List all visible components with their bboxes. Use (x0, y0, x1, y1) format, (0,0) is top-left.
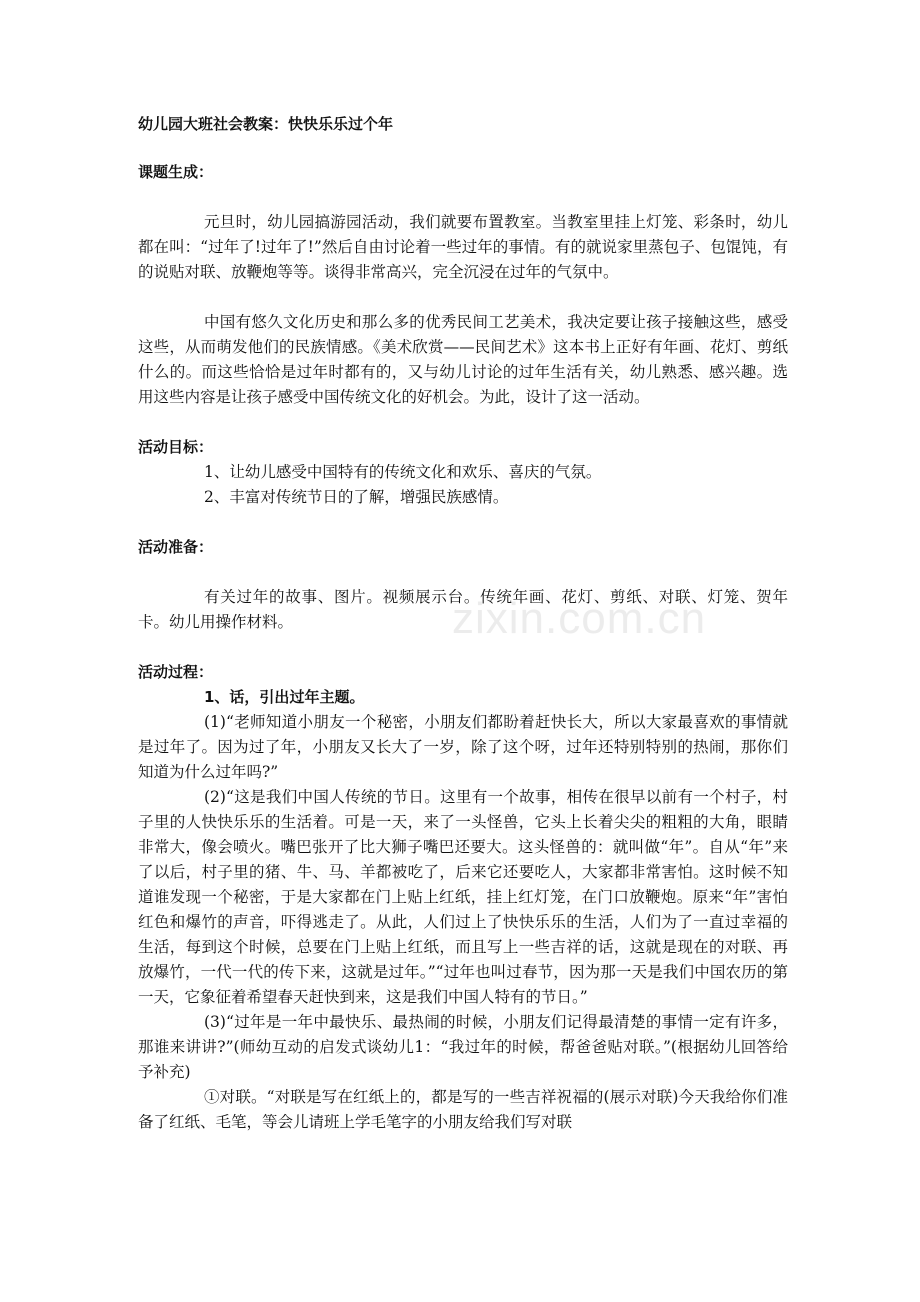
process-paragraph-1: (1)“老师知道小朋友一个秘密，小朋友们都盼着赶快长大，所以大家最喜欢的事情就是过年了。因为过了年，小朋友又长大了一岁，除了这个呀，过年还特别特别的热闹，那你们知道为什么过年吗?” (138, 713, 788, 781)
process-step-1: 1、话，引出过年主题。 (204, 688, 365, 706)
goals-heading: 活动目标： (138, 438, 214, 456)
process-paragraph-3: (3)“过年是一年中最快乐、最热闹的时候，小朋友们记得最清楚的事情一定有许多，那谁来讲讲?”(师幼互动的启发式谈幼儿1：“我过年的时候，帮爸爸贴对联。”(根据幼儿回答给予补充) (138, 1013, 788, 1081)
process-paragraph-4: ①对联。“对联是写在红纸上的，都是写的一些吉祥祝福的(展示对联)今天我给你们准备了红纸、毛笔，等会儿请班上学毛笔字的小朋友给我们写对联 (138, 1088, 788, 1131)
prep-paragraph: 有关过年的故事、图片。视频展示台。传统年画、花灯、剪纸、对联、灯笼、贺年卡。幼儿用操作材料。 (138, 588, 788, 631)
document-body (138, 112, 788, 1135)
process-heading: 活动过程： (138, 663, 214, 681)
topic-paragraph-1: 元旦时，幼儿园搞游园活动，我们就要布置教室。当教室里挂上灯笼、彩条时，幼儿都在叫：“过年了!过年了!”然后自由讨论着一些过年的事情。有的就说家里蒸包子、包馄饨，有的说贴对联、放鞭炮等等。谈得非常高兴，完全沉浸在过年的气氛中。 (138, 213, 788, 281)
watermark: zixin.com.cn (452, 594, 707, 643)
prep-heading: 活动准备： (138, 538, 214, 556)
document-title: 幼儿园大班社会教案：快快乐乐过个年 (138, 115, 394, 133)
goal-item-1: 1、让幼儿感受中国特有的传统文化和欢乐、喜庆的气氛。 (204, 463, 602, 481)
process-paragraph-2: (2)“这是我们中国人传统的节日。这里有一个故事，相传在很早以前有一个村子，村子里的人快快乐乐的生活着。可是一天，来了一头怪兽，它头上长着尖尖的粗粗的大角，眼睛非常大，像会喷火。嘴巴张开了比大狮子嘴巴还要大。这头怪兽的：就叫做“年”。自从“年”来了以后，村子里的猪、牛、马、羊都被吃了，后来它还要吃人，大家都非常害怕。这时候不知道谁发现一个秘密，于是大家都在门上贴上红纸，挂上红灯笼，在门口放鞭炮。原来“年”害怕红色和爆竹的声音，吓得逃走了。从此，人们过上了快快乐乐的生活，人们为了一直过幸福的生活，每到这个时候，总要在门上贴上红纸，而且写上一些吉祥的话，这就是现在的对联、再放爆竹，一代一代的传下来，这就是过年。”“过年也叫过春节，因为那一天是我们中国农历的第一天，它象征着希望春天赶快到来，这是我们中国人特有的节日。” (138, 788, 788, 1006)
topic-heading: 课题生成： (138, 163, 214, 181)
topic-paragraph-2: 中国有悠久文化历史和那么多的优秀民间工艺美术，我决定要让孩子接触这些，感受这些，从而萌发他们的民族情感。《美术欣赏——民间艺术》这本书上正好有年画、花灯、剪纸什么的。而这些恰恰是过年时都有的，又与幼儿讨论的过年生活有关，幼儿熟悉、感兴趣。选用这些内容是让孩子感受中国传统文化的好机会。为此，设计了这一活动。 (138, 313, 788, 406)
goal-item-2: 2、丰富对传统节日的了解，增强民族感情。 (204, 488, 509, 506)
